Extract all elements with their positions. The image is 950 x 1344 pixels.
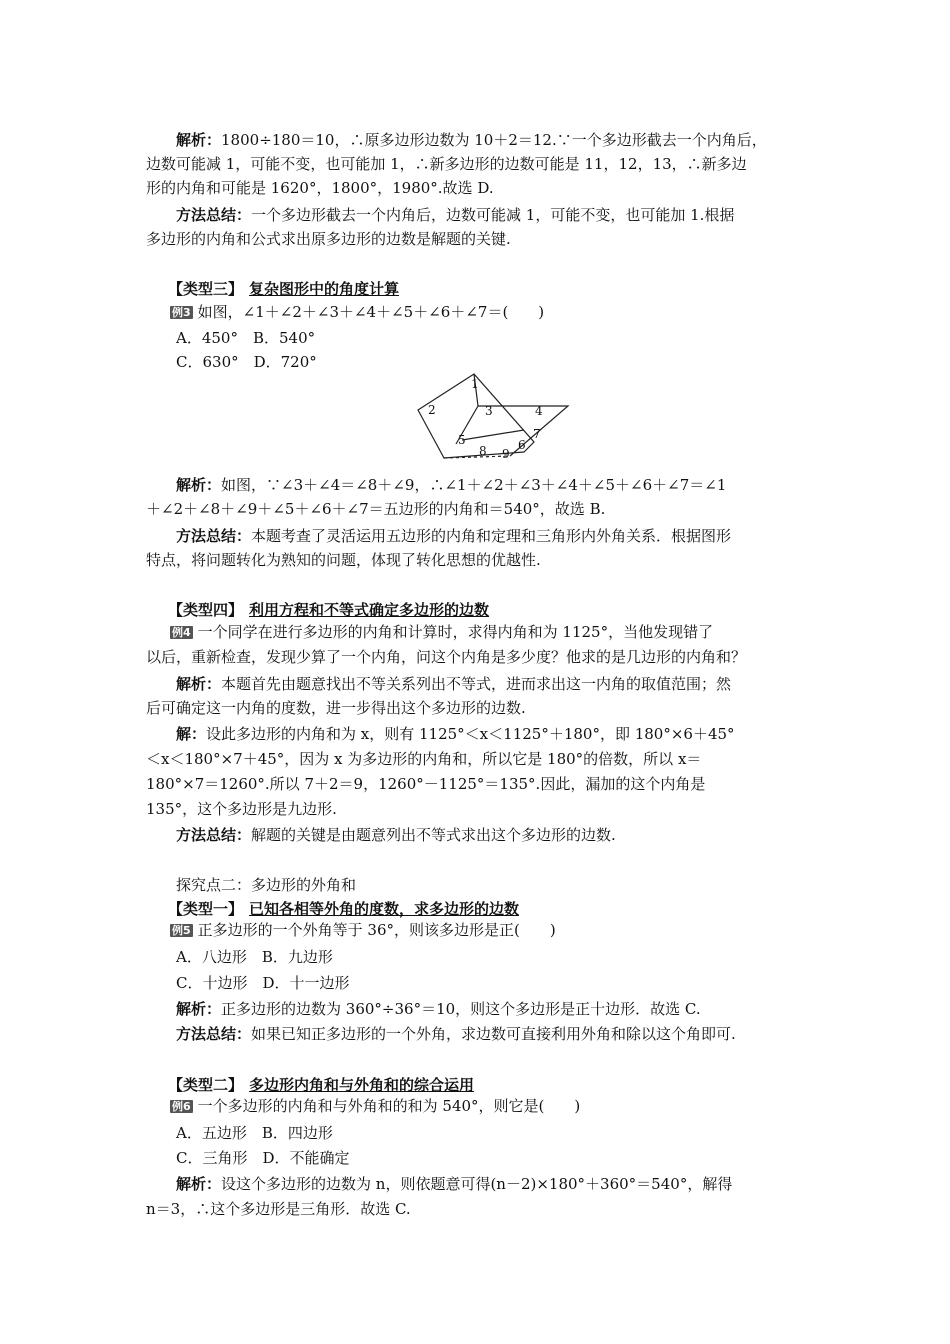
section-heading: 【类型一】 已知各相等外角的度数，求多边形的边数 [168, 900, 520, 918]
example-3-question: 例3 如图，∠1＋∠2＋∠3＋∠4＋∠5＋∠6＋∠7＝( ) [172, 303, 545, 321]
text-line: ＋∠2＋∠8＋∠9＋∠5＋∠6＋∠7＝五边形的内角和＝540°，故选 B. [146, 500, 606, 518]
text-line: 特点，将问题转化为熟知的问题，体现了转化思想的优越性. [146, 551, 541, 569]
inner-line [462, 430, 524, 440]
text-line: 180°×7＝1260°.所以 7＋2＝9，1260°－1125°＝135°.因此，漏加的这个内角是 [146, 775, 706, 793]
method-summary-line: 方法总结：解题的关键是由题意列出不等式求出这个多边形的边数. [176, 826, 616, 844]
method-summary-line: 方法总结：如果已知正多边形的一个外角，求边数可直接利用外角和除以这个角即可. [176, 1025, 736, 1043]
angle-label-4: 4 [535, 404, 543, 418]
example-6-question: 例6 一个多边形的内角和与外角和的和为 540°，则它是( ) [172, 1097, 581, 1115]
text-line: n＝3，∴这个多边形是三角形．故选 C. [146, 1200, 411, 1218]
angle-label-9: 9 [502, 447, 510, 461]
example-4-question: 例4 一个同学在进行多边形的内角和计算时，求得内角和为 1125°，当他发现错了 [172, 623, 714, 641]
analysis-line: 解析：本题首先由题意找出不等关系列出不等式，进而求出这一内角的取值范围；然 [176, 675, 732, 693]
angle-label-8: 8 [479, 444, 487, 458]
explore-point-title: 探究点二：多边形的外角和 [176, 876, 357, 894]
text-line: 135°，这个多边形是九边形. [146, 800, 337, 818]
analysis-line: 解析：设这个多边形的边数为 n，则依题意可得(n－2)×180°＋360°＝540°，解得 [176, 1175, 733, 1193]
option-line: A．五边形 B．四边形 [176, 1124, 333, 1142]
method-summary-line: 方法总结：本题考查了灵活运用五边形的内角和定理和三角形内外角关系．根据图形 [176, 527, 732, 545]
example-5-question: 例5 正多边形的一个外角等于 36°，则该多边形是正( ) [172, 921, 556, 939]
analysis-line: 解析：如图，∵∠3＋∠4＝∠8＋∠9，∴∠1＋∠2＋∠3＋∠4＋∠5＋∠6＋∠7＝∠1 [176, 476, 727, 494]
example-badge: 例4 [172, 626, 191, 639]
angle-label-5: 5 [458, 433, 466, 447]
option-line: C．630° D．720° [176, 353, 317, 371]
section-heading: 【类型二】 多边形内角和与外角和的综合运用 [168, 1076, 475, 1094]
text-line: 后可确定这一内角的度数，进一步得出这个多边形的边数. [146, 699, 526, 717]
angle-label-1: 1 [471, 377, 479, 391]
text-line: 多边形的内角和公式求出原多边形的边数是解题的关键. [146, 230, 511, 248]
analysis-line: 解析：正多边形的边数为 360°÷36°＝10，则这个多边形是正十边形．故选 C. [176, 1000, 701, 1018]
text-line: 以后，重新检查，发现少算了一个内角，问这个内角是多少度？他求的是几边形的内角和？ [146, 648, 747, 666]
section-heading: 【类型四】 利用方程和不等式确定多边形的边数 [168, 601, 490, 619]
text-line: 形的内角和可能是 1620°，1800°，1980°.故选 D. [146, 179, 494, 197]
example-badge: 例6 [172, 1100, 191, 1113]
angle-figure [412, 370, 572, 462]
text-line: ＜x＜180°×7＋45°，因为 x 为多边形的内角和，所以它是 180°的倍数，所以 x＝ [146, 750, 702, 768]
angle-label-3: 3 [485, 404, 493, 418]
option-line: C．十边形 D．十一边形 [176, 974, 350, 992]
option-line: A．八边形 B．九边形 [176, 948, 333, 966]
method-summary-line: 方法总结：一个多边形截去一个内角后，边数可能减 1，可能不变，也可能加 1.根据 [176, 206, 735, 224]
angle-label-2: 2 [428, 403, 436, 417]
option-line: C．三角形 D．不能确定 [176, 1149, 350, 1167]
option-line: A．450° B．540° [176, 329, 316, 347]
example-badge: 例3 [172, 306, 191, 319]
angle-label-7: 7 [533, 427, 541, 441]
angle-label-6: 6 [518, 438, 526, 452]
text-line: 边数可能减 1，可能不变，也可能加 1，∴新多边形的边数可能是 11，12，13，∴新多边 [146, 155, 747, 173]
example-badge: 例5 [172, 924, 191, 937]
section-heading: 【类型三】 复杂图形中的角度计算 [168, 280, 400, 298]
solution-line: 解：设此多边形的内角和为 x，则有 1125°＜x＜1125°＋180°，即 180°×6＋45° [176, 725, 735, 743]
analysis-line: 解析：1800÷180＝10，∴原多边形边数为 10＋2＝12.∵一个多边形截去一个内角后， [176, 131, 767, 149]
